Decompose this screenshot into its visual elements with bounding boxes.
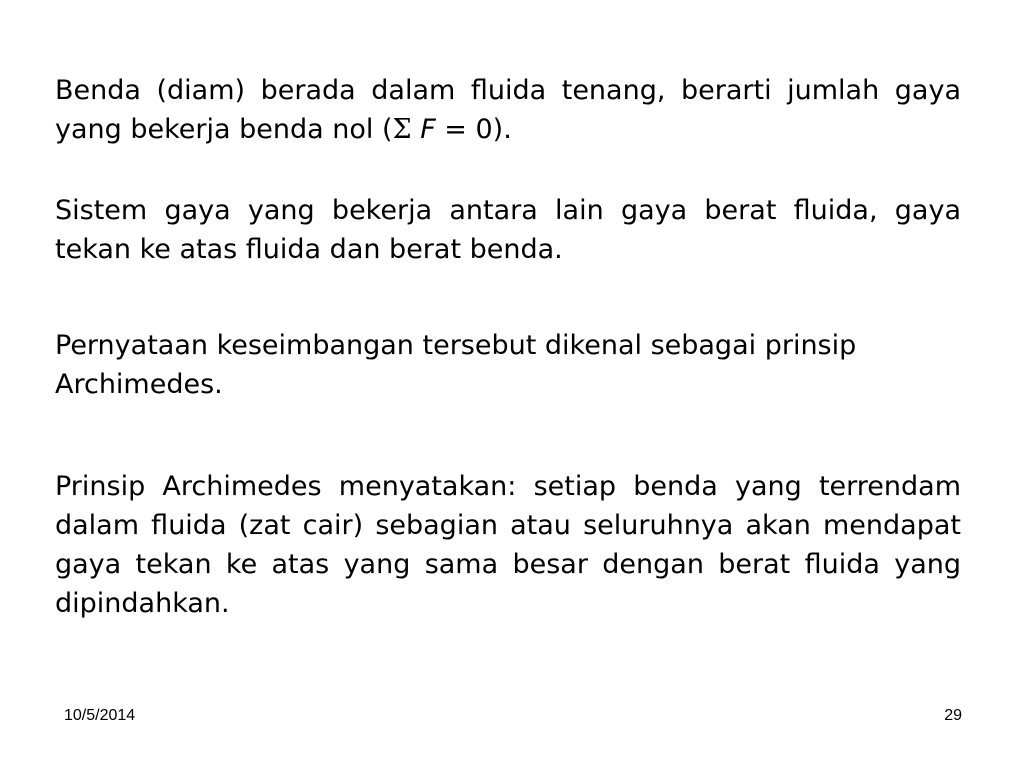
paragraph-archimedes-principle: Prinsip Archimedes menyatakan: setiap benda yang terrendam dalam fluida (zat cair) sebagian atau seluruhnya akan mendapat gaya tekan ke atas yang sama besar dengan berat fluida yang dipindahkan.	[55, 471, 961, 619]
paragraph-force-system: Sistem gaya yang bekerja antara lain gaya berat fluida, gaya tekan ke atas fluida dan berat benda.	[55, 195, 961, 265]
paragraph-archimedes-statement: Pernyataan keseimbangan tersebut dikenal sebagai prinsip Archimedes.	[55, 330, 857, 400]
force-variable: F	[420, 114, 436, 145]
footer-date: 10/5/2014	[64, 707, 136, 724]
equation-rest: = 0).	[435, 114, 512, 145]
paragraph-equilibrium-text: Benda (diam) berada dalam fluida tenang, berarti jumlah gaya yang bekerja benda nol (	[55, 75, 961, 145]
footer-page-number: 29	[944, 707, 962, 724]
sigma-symbol: Σ	[392, 114, 412, 145]
paragraph-equilibrium	[55, 71, 961, 149]
